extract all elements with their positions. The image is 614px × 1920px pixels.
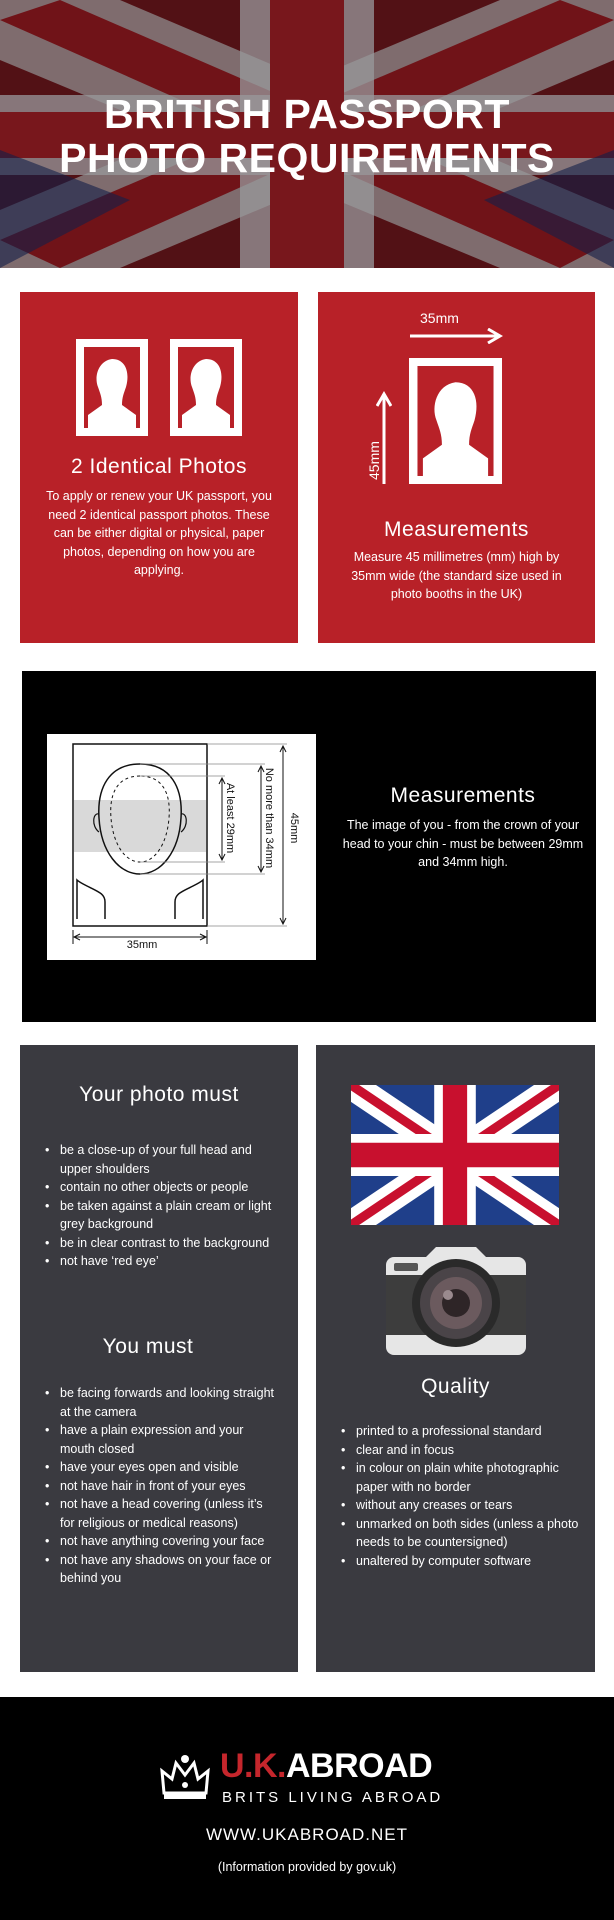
crown-icon xyxy=(158,1753,212,1801)
passport-photo-icon xyxy=(76,339,148,436)
head-measurement-title: Measurements xyxy=(390,784,536,807)
height-label: 45mm xyxy=(366,441,382,480)
identical-photos-panel xyxy=(20,292,298,643)
min-head-label: At least 29mm xyxy=(224,782,236,854)
head-diagram-drawing xyxy=(47,734,316,960)
photo-must-title: Your photo must xyxy=(79,1083,239,1106)
passport-photo-icon-2 xyxy=(170,339,242,436)
camera-icon xyxy=(386,1245,526,1355)
quality-panel xyxy=(316,1045,595,1672)
list-item: • not have any shadows on your face or behind you xyxy=(40,1551,278,1588)
quality-list xyxy=(336,1422,581,1570)
footer xyxy=(0,1697,614,1920)
identical-photos-text: To apply or renew your UK passport, you need 2 identical passport photos. These can be either digital or physical, paper photos, depending on how you are applying. xyxy=(46,489,272,577)
logo-tagline: BRITS LIVING ABROAD xyxy=(222,1789,444,1806)
photo-must-list xyxy=(40,1141,278,1271)
title-line-2: PHOTO REQUIREMENTS xyxy=(59,135,555,181)
identical-photos-title: 2 Identical Photos xyxy=(71,455,247,478)
max-head-label: No more than 34mm xyxy=(263,767,275,869)
title-line-1: BRITISH PASSPORT xyxy=(104,91,510,137)
source-note: (Information provided by gov.uk) xyxy=(217,1860,397,1874)
list-item: • have a plain expression and your mouth closed xyxy=(40,1421,278,1458)
logo-abroad-text: ABROAD xyxy=(286,1747,433,1785)
list-item: • be facing forwards and looking straight at the camera xyxy=(40,1384,278,1421)
list-item: • not have anything covering your face xyxy=(40,1532,278,1551)
website-link[interactable]: WWW.UKABROAD.NET xyxy=(205,1825,409,1844)
list-item: • contain no other objects or people xyxy=(40,1178,278,1197)
photo-size-panel xyxy=(318,292,595,643)
list-item: • unaltered by computer software xyxy=(336,1552,581,1571)
quality-title: Quality xyxy=(421,1375,490,1398)
list-item: • printed to a professional standard xyxy=(336,1422,581,1441)
list-item: • not have a head covering (unless it’s for religious or medical reasons) xyxy=(40,1495,278,1532)
head-measurement-panel xyxy=(22,671,596,1022)
you-must-title: You must xyxy=(102,1335,194,1358)
diagram-height-label: 45mm xyxy=(288,812,300,844)
list-item: • unmarked on both sides (unless a photo needs to be countersigned) xyxy=(336,1515,581,1552)
you-must-list xyxy=(40,1384,278,1588)
width-label: 35mm xyxy=(420,310,459,326)
list-item: • have your eyes open and visible xyxy=(40,1458,278,1477)
list-item: • in colour on plain white photographic paper with no border xyxy=(336,1459,581,1496)
list-item: • not have hair in front of your eyes xyxy=(40,1477,278,1496)
size-title: Measurements xyxy=(384,518,529,541)
diagram-width-label: 35mm xyxy=(126,939,158,951)
list-item: • be taken against a plain cream or light grey background xyxy=(40,1197,278,1234)
size-text: Measure 45 millimetres (mm) high by 35mm wide (the standard size used in photo booths in the UK) xyxy=(351,550,562,601)
list-item: • clear and in focus xyxy=(336,1441,581,1460)
logo-uk-text: U.K. xyxy=(220,1747,286,1785)
head-measurement-text: The image of you - from the crown of your head to your chin - must be between 29mm and 34mm high. xyxy=(342,818,584,869)
header-banner xyxy=(0,0,614,268)
head-size-diagram xyxy=(47,734,316,960)
logo-wordmark xyxy=(220,1747,432,1786)
list-item: • be a close-up of your full head and upper shoulders xyxy=(40,1141,278,1178)
list-item: • be in clear contrast to the background xyxy=(40,1234,278,1253)
list-item: • without any creases or tears xyxy=(336,1496,581,1515)
page-title xyxy=(0,92,614,180)
passport-photo-measure-icon xyxy=(409,358,502,484)
union-jack-icon xyxy=(351,1085,559,1225)
width-arrow-icon xyxy=(410,328,506,344)
requirements-panel xyxy=(20,1045,298,1672)
list-item: • not have ‘red eye’ xyxy=(40,1252,278,1271)
